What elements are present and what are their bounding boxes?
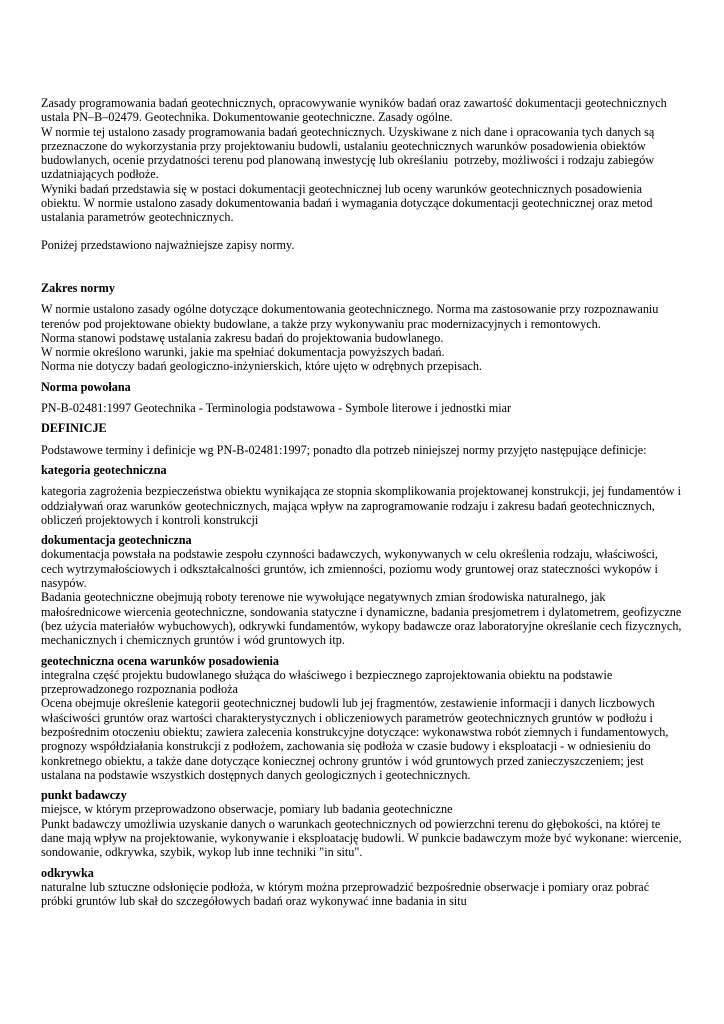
text-line: konkretnego obiektu, a także dane dotyczące koniecznej ochrony gruntów i wód gruntowych przed zanieczyszczeniem; jest [41,753,644,768]
text-line: Ocena obejmuje określenie kategorii geotechnicznej budowli lub jej fragmentów, zestawienie informacji i danych liczbowych [41,696,655,711]
text-line: obliczeń projektowych i kontroli konstrukcji [41,512,259,527]
section-heading-scope: Zakres normy [41,280,115,295]
text-line: W normie ustalono zasady ogólne dotyczące dokumentowania geotechnicznego. Norma ma zastosowanie przy rozpoznawaniu [41,302,659,317]
text-line: małośrednicowe wiercenia geotechniczne, sondowania statyczne i dynamiczne, badania presjometrem i dylatometrem, geofizyczne [41,604,682,619]
definition-term: punkt badawczy [41,788,127,803]
text-line: cech wytrzymałościowych i odkształcalności gruntów, ich zmienności, poziomu wody gruntowej oraz stateczności wykopów i [41,561,658,576]
text-line: przeprowadzonego rozpoznania podłoża [41,682,238,697]
text-line: dane mają wpływ na projektowanie, wykonywanie i eksploatację budowli. W punkcie badawczym może być wykonane: wiercenie, [41,831,682,846]
section-heading-referenced-standard: Norma powołana [41,379,131,394]
text-line: Wyniki badań przedstawia się w postaci dokumentacji geotechnicznej lub oceny warunków geotechnicznych posadowienia [41,181,642,196]
definitions-intro: Podstawowe terminy i definicje wg PN-B-02481:1997; ponadto dla potrzeb niniejszej normy przyjęto następujące definicje: [41,442,647,457]
text-line: ustala PN–B–02479. Geotechnika. Dokumentowanie geotechniczne. Zasady ogólne. [41,110,453,125]
definitions-section [41,421,701,908]
text-line: uzdatniających podłoże. [41,167,159,182]
text-line: próbki gruntów lub skał do szczegółowych badań oraz wykonywać inne badania in situ [41,894,467,909]
text-line: Norma stanowi podstawę ustalania zakresu badań do projektowania budowlanego. [41,330,444,345]
text-line: ustalania parametrów geotechnicznych. [41,210,234,225]
text-line: W normie tej ustalono zasady programowania badań geotechnicznych. Uzyskiwane z nich dane i opracowania tych danych są [41,124,655,139]
text-line: Punkt badawczy umożliwia uzyskanie danych o warunkach geotechnicznych od powierzchni terenu do głębokości, na której te [41,816,661,831]
text-line: nasypów. [41,576,87,591]
definition-term: geotechniczna ocena warunków posadowienia [41,653,280,668]
text-line: ustalana na podstawie wszystkich dostępnych danych geologicznych i geotechnicznych. [41,767,471,782]
scope-section [41,281,701,374]
text-line: terenów pod projektowane obiekty budowlane, a także przy wykonywaniu prac modernizacyjnych i remontowych. [41,316,601,331]
intro-paragraph [41,96,701,225]
text-line: mechanicznych i chemicznych gruntów i wód gruntowych itp. [41,633,345,648]
definition-term: odkrywka [41,865,94,880]
section-heading-definitions: DEFINICJE [41,421,107,436]
text-line: dokumentacja powstała na podstawie zespołu czynności badawczych, wykonywanych w celu określenia rodzaju, właściwości, [41,547,658,562]
text-line: miejsce, w którym przeprowadzono obserwacje, pomiary lub badania geotechniczne [41,802,453,817]
text-line: prognozy współdziałania konstrukcji z podłożem, zachowania się podłoża w czasie budowy i eksploatacji - w odniesieniu do [41,739,651,754]
text-line: Norma nie dotyczy badań geologiczno-inżynierskich, które ujęto w odrębnych przepisach. [41,359,482,374]
text-line: naturalne lub sztuczne odsłonięcie podłoża, w którym można przeprowadzić bezpośrednie obserwacje i pomiary oraz pobrać [41,879,650,894]
text-line: (bez użycia materiałów wybuchowych), odkrywki fundamentów, wykopy badawcze oraz laboratoryjne określanie cech fizycznych, [41,618,682,633]
definition-term: dokumentacja geotechniczna [41,533,192,548]
document-body [41,96,701,909]
referenced-standard-section [41,380,701,416]
text-line: budowlanych, ocenie przydatności terenu pod planowaną inwestycję lub określaniu potrzeby, możliwości i rodzaju zabiegów [41,153,655,168]
text-line: Zasady programowania badań geotechnicznych, opracowywanie wyników badań oraz zawartość dokumentacji geotechnicznych [41,96,667,110]
referenced-standard-text: PN-B-02481:1997 Geotechnika - Terminologia podstawowa - Symbole literowe i jednostki miar [41,401,512,416]
definition-term: kategoria geotechniczna [41,462,167,477]
definition-item [41,866,701,909]
text-line: sondowanie, odkrywka, szybik, wykop lub inne techniki "in situ". [41,845,363,860]
definition-item [41,463,701,527]
text-line: bezpośrednim otoczeniu obiektu; zawiera zalecenia konstrukcyjne dotyczące: wykonawstwa robót ziemnych i fundamentowych, [41,724,669,739]
definition-item [41,654,701,783]
definition-item [41,788,701,859]
text-line: obiektu. W normie ustalono zasady dokumentowania badań i wymagania dotyczące dokumentacji geotechnicznej oraz metod [41,196,653,211]
text-line: Badania geotechniczne obejmują roboty terenowe nie wywołujące negatywnych zmian środowiska naturalnego, jak [41,590,606,605]
text-line: oddziaływań oraz warunków geotechnicznych, mająca wpływ na zaprogramowanie rodzaju i zakresu badań geotechnicznych, [41,498,655,513]
definition-item [41,533,701,647]
text-line: przeznaczone do wykorzystania przy projektowaniu budowli, ustalaniu geotechnicznych warunków posadowienia obiektów [41,138,646,153]
text-line: właściwości gruntów oraz wartości charakterystycznych i obliczeniowych parametrów geotechnicznych gruntów w podłożu i [41,710,653,725]
text-line: W normie określono warunki, jakie ma spełniać dokumentacja powyższych badań. [41,345,445,360]
text-line: kategoria zagrożenia bezpieczeństwa obiektu wynikająca ze stopnia skomplikowania projektowanej konstrukcji, jej fundamentów i [41,484,681,499]
text-line: integralna część projektu budowlanego służąca do właściwego i bezpiecznego zaprojektowania obiektu na podstawie [41,667,613,682]
intro-note: Poniżej przedstawiono najważniejsze zapisy normy. [41,237,295,252]
